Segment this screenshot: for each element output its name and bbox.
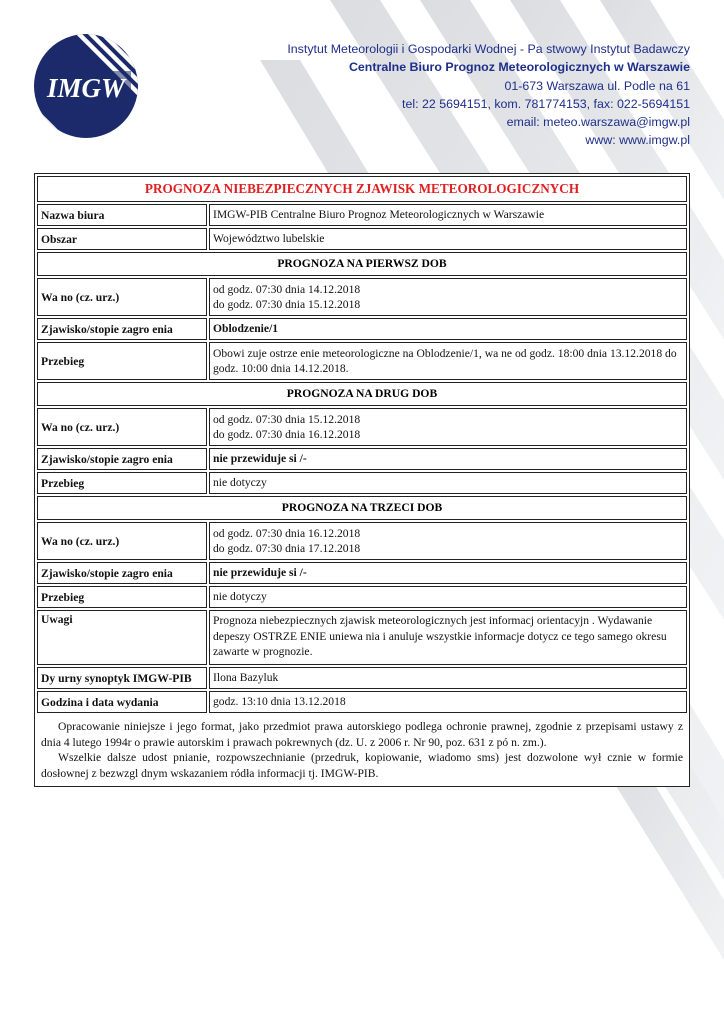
institute-details bbox=[170, 40, 690, 150]
issued-label: Godzina i data wydania bbox=[37, 691, 207, 713]
office-row bbox=[37, 204, 687, 226]
day3-course-label: Przebieg bbox=[37, 586, 207, 608]
remarks-label: Uwagi bbox=[37, 610, 207, 665]
day2-phenomenon-row bbox=[37, 448, 687, 470]
day1-validity-label: Wa no (cz. urz.) bbox=[37, 278, 207, 316]
day3-header: PROGNOZA NA TRZECI DOB bbox=[37, 496, 687, 520]
day2-validity-value bbox=[209, 408, 687, 446]
area-value: Województwo lubelskie bbox=[209, 228, 687, 250]
day2-validity-label: Wa no (cz. urz.) bbox=[37, 408, 207, 446]
day2-header: PROGNOZA NA DRUG DOB bbox=[37, 382, 687, 406]
day2-course-label: Przebieg bbox=[37, 472, 207, 494]
area-row bbox=[37, 228, 687, 250]
day2-validity-from: od godz. 07:30 dnia 15.12.2018 bbox=[213, 412, 361, 426]
remarks-value: Prognoza niebezpiecznych zjawisk meteorologicznych jest informacj orientacyjn . Wydawanie depeszy OSTRZE ENIE uniewa nia i anuluje wszystkie informacje dotycz ce tego samego okresu zawarte w prognozie. bbox=[209, 610, 687, 665]
imgw-logo bbox=[33, 33, 139, 139]
day2-course-value: nie dotyczy bbox=[209, 472, 687, 494]
day1-validity-to: do godz. 07:30 dnia 15.12.2018 bbox=[213, 298, 361, 311]
day2-course-row bbox=[37, 472, 687, 494]
day1-validity-row bbox=[37, 278, 687, 316]
day2-validity-row bbox=[37, 408, 687, 446]
day1-phenomenon-value: Oblodzenie/1 bbox=[209, 318, 687, 340]
day1-course-label: Przebieg bbox=[37, 342, 207, 380]
forecaster-value: Ilona Bazyluk bbox=[209, 667, 687, 689]
website[interactable]: www: www.imgw.pl bbox=[585, 133, 690, 148]
issued-row bbox=[37, 691, 687, 713]
address: 01-673 Warszawa ul. Podle na 61 bbox=[504, 78, 690, 93]
forecast-document bbox=[34, 173, 690, 787]
day1-course-row bbox=[37, 342, 687, 380]
day2-phenomenon-label: Zjawisko/stopie zagro enia bbox=[37, 448, 207, 470]
copyright-paragraph-1: Opracowanie niniejsze i jego format, jako przedmiot prawa autorskiego podlega ochronie prawnej, zgodnie z przepisami ustawy z dnia 4 lutego 1994r o prawie autorskim i prawach pokrewnych (dz. U. z 2006 r. Nr 90, poz. 631 z pó n. zm.). bbox=[41, 720, 683, 749]
office-label: Nazwa biura bbox=[37, 204, 207, 226]
day3-validity-to: do godz. 07:30 dnia 17.12.2018 bbox=[213, 542, 361, 555]
office-name: Centralne Biuro Prognoz Meteorologicznych w Warszawie bbox=[348, 60, 690, 75]
day3-validity-value bbox=[209, 522, 687, 560]
logo-text: IMGW bbox=[46, 73, 126, 103]
day3-phenomenon-label: Zjawisko/stopie zagro enia bbox=[37, 562, 207, 584]
forecaster-row bbox=[37, 667, 687, 689]
day3-validity-from: od godz. 07:30 dnia 16.12.2018 bbox=[213, 526, 361, 540]
issued-value: godz. 13:10 dnia 13.12.2018 bbox=[209, 691, 687, 713]
forecaster-label: Dy urny synoptyk IMGW-PIB bbox=[37, 667, 207, 689]
area-label: Obszar bbox=[37, 228, 207, 250]
day3-course-row bbox=[37, 586, 687, 608]
day1-phenomenon-label: Zjawisko/stopie zagro enia bbox=[37, 318, 207, 340]
day3-validity-label: Wa no (cz. urz.) bbox=[37, 522, 207, 560]
day3-course-value: nie dotyczy bbox=[209, 586, 687, 608]
day2-phenomenon-value: nie przewiduje si /- bbox=[209, 448, 687, 470]
copyright-notice bbox=[37, 715, 687, 783]
day3-phenomenon-value: nie przewiduje si /- bbox=[209, 562, 687, 584]
phone-fax: tel: 22 5694151, kom. 781774153, fax: 022-5694151 bbox=[402, 96, 690, 111]
copyright-paragraph-2: Wszelkie dalsze udost pnianie, rozpowszechnianie (przedruk, kopiowanie, wiadomo sms) jest dozwolone wył cznie w formie dosłownej z bezwzgl dnym wskazaniem ródła informacji tj. IMGW-PIB. bbox=[41, 751, 683, 780]
day1-validity-value bbox=[209, 278, 687, 316]
letterhead bbox=[0, 0, 724, 160]
day2-validity-to: do godz. 07:30 dnia 16.12.2018 bbox=[213, 428, 361, 441]
day3-validity-row bbox=[37, 522, 687, 560]
document-title: PROGNOZA NIEBEZPIECZNYCH ZJAWISK METEOROLOGICZNYCH bbox=[37, 176, 687, 202]
day1-phenomenon-row bbox=[37, 318, 687, 340]
day1-course-value: Obowi zuje ostrze enie meteorologiczne na Oblodzenie/1, wa ne od godz. 18:00 dnia 13.12.2018 do godz. 10:00 dnia 14.12.2018. bbox=[209, 342, 687, 380]
day3-phenomenon-row bbox=[37, 562, 687, 584]
institute-name: Instytut Meteorologii i Gospodarki Wodnej - Pa stwowy Instytut Badawczy bbox=[287, 42, 690, 56]
day1-validity-from: od godz. 07:30 dnia 14.12.2018 bbox=[213, 282, 361, 296]
email[interactable]: email: meteo.warszawa@imgw.pl bbox=[506, 115, 690, 130]
remarks-row bbox=[37, 610, 687, 665]
day1-header: PROGNOZA NA PIERWSZ DOB bbox=[37, 252, 687, 276]
office-value: IMGW-PIB Centralne Biuro Prognoz Meteorologicznych w Warszawie bbox=[209, 204, 687, 226]
